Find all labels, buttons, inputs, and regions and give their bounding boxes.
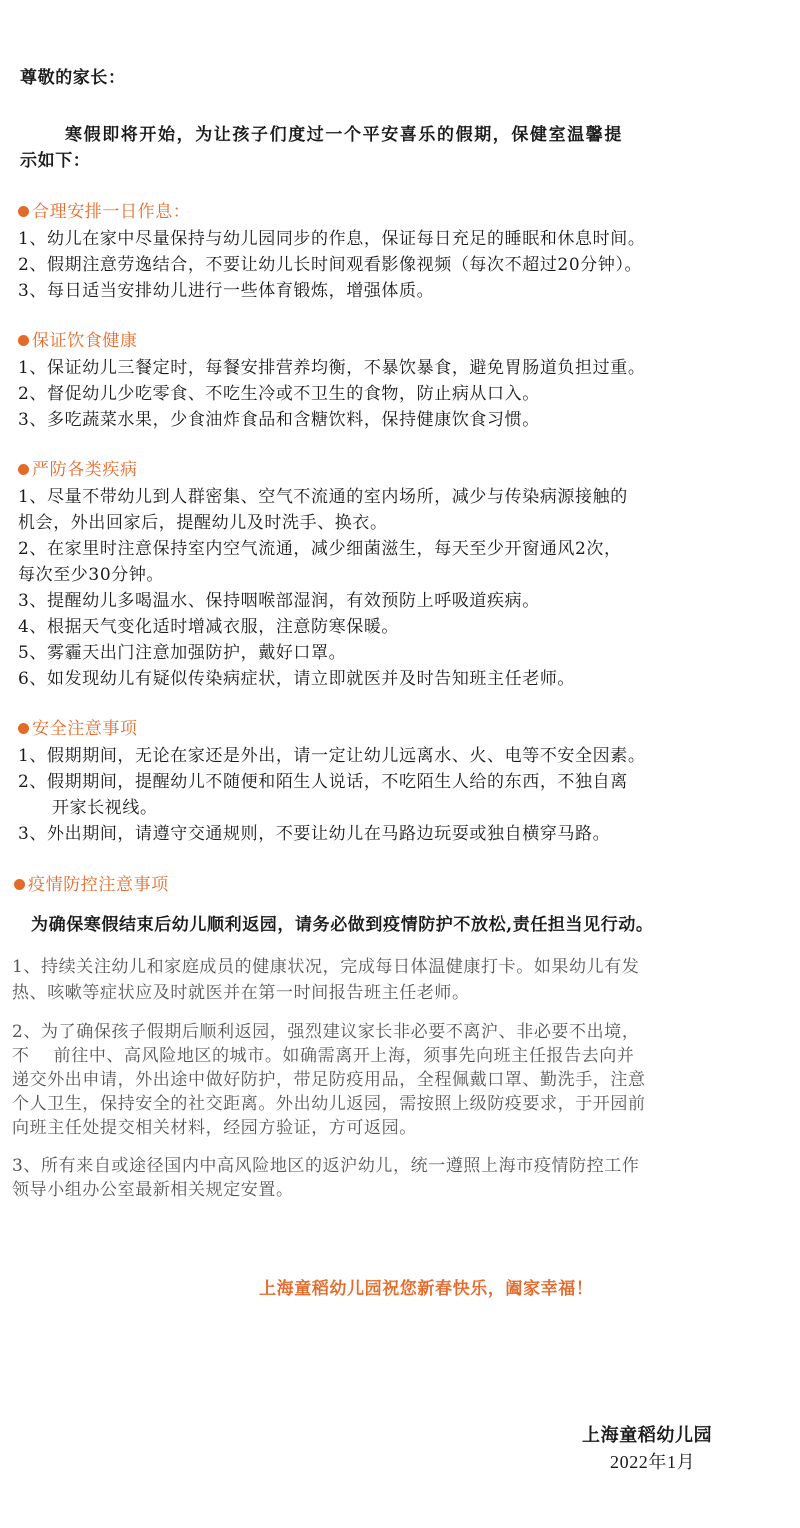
safety-item-2-cont: 开家长视线。 [52,798,158,818]
epidemic-p2-line-2: 不 前往中、高风险地区的城市。如确需离开上海，须事先向班主任报告去向并 [12,1046,635,1066]
section-heading-diet: 保证饮食健康 [18,330,138,352]
epidemic-p1-line-1: 1、持续关注幼儿和家庭成员的健康状况，完成每日体温健康打卡。如果幼儿有发 [12,957,640,977]
greeting: 尊敬的家长： [20,68,126,88]
disease-item-3: 3、提醒幼儿多喝温水、保持咽喉部湿润，有效预防上呼吸道疾病。 [18,591,540,611]
epidemic-p2-line-3: 递交外出申请，外出途中做好防护，带足防疫用品，全程佩戴口罩、勤洗手，注意 [12,1070,646,1090]
disease-item-6: 6、如发现幼儿有疑似传染病症状，请立即就医并及时告知班主任老师。 [18,669,576,689]
safety-item-3: 3、外出期间，请遵守交通规则，不要让幼儿在马路边玩耍或独自横穿马路。 [18,824,611,844]
disease-item-1-cont: 机会，外出回家后，提醒幼儿及时洗手、换衣。 [18,513,388,533]
new-year-wish: 上海童稻幼儿园祝您新春快乐，阖家幸福！ [259,1279,594,1299]
epidemic-lead: 为确保寒假结束后幼儿顺利返园，请务必做到疫情防护不放松,责任担当见行动。 [31,915,654,935]
schedule-item-2: 2、假期注意劳逸结合，不要让幼儿长时间观看影像视频（每次不超过20分钟）。 [18,255,643,275]
schedule-item-1: 1、幼儿在家中尽量保持与幼儿园同步的作息，保证每日充足的睡眠和休息时间。 [18,229,646,249]
signature-org: 上海童稻幼儿园 [582,1425,713,1446]
safety-item-2: 2、假期期间，提醒幼儿不随便和陌生人说话，不吃陌生人给的东西，不独自离 [18,772,628,792]
disease-item-4: 4、根据天气变化适时增减衣服，注意防寒保暖。 [18,617,400,637]
intro-line-2: 示如下： [20,151,91,171]
bullet-icon [18,464,29,475]
diet-item-3: 3、多吃蔬菜水果，少食油炸食品和含糖饮料，保持健康饮食习惯。 [18,410,540,430]
epidemic-p3-line-1: 3、所有来自或途径国内中高风险地区的返沪幼儿，统一遵照上海市疫情防控工作 [12,1156,640,1176]
signature-date: 2022年1月 [610,1452,696,1472]
epidemic-p2-line-4: 个人卫生，保持安全的社交距离。外出幼儿返园，需按照上级防疫要求，于开园前 [12,1094,646,1114]
disease-item-5: 5、雾霾天出门注意加强防护，戴好口罩。 [18,643,347,663]
bullet-icon [18,723,29,734]
epidemic-p2-line-1: 2、为了确保孩子假期后顺利返园，强烈建议家长非必要不离沪、非必要不出境， [12,1022,640,1042]
disease-item-2: 2、在家里时注意保持室内空气流通，减少细菌滋生，每天至少开窗通风2次， [18,539,622,559]
bullet-icon [18,335,29,346]
disease-item-2-cont: 每次至少30分钟。 [18,565,165,585]
schedule-item-3: 3、每日适当安排幼儿进行一些体育锻炼，增强体质。 [18,281,435,301]
epidemic-p3-line-2: 领导小组办公室最新相关规定安置。 [12,1180,294,1200]
bullet-icon [18,206,29,217]
diet-item-2: 2、督促幼儿少吃零食、不吃生冷或不卫生的食物，防止病从口入。 [18,384,540,404]
section-heading-schedule: 合理安排一日作息： [18,201,190,223]
bullet-icon [14,879,25,890]
section-heading-safety: 安全注意事项 [18,718,138,740]
intro-line-1: 寒假即将开始，为让孩子们度过一个平安喜乐的假期，保健室温馨提 [65,125,623,145]
safety-item-1: 1、假期期间，无论在家还是外出，请一定让幼儿远离水、火、电等不安全因素。 [18,746,646,766]
epidemic-p1-line-2: 热、咳嗽等症状应及时就医并在第一时间报告班主任老师。 [12,983,470,1003]
section-heading-disease: 严防各类疾病 [18,459,138,481]
section-heading-epidemic: 疫情防控注意事项 [14,874,169,896]
diet-item-1: 1、保证幼儿三餐定时，每餐安排营养均衡，不暴饮暴食，避免胃肠道负担过重。 [18,358,646,378]
disease-item-1: 1、尽量不带幼儿到人群密集、空气不流通的室内场所，减少与传染病源接触的 [18,487,628,507]
epidemic-p2-line-5: 向班主任处提交相关材料，经园方验证，方可返园。 [12,1118,417,1138]
